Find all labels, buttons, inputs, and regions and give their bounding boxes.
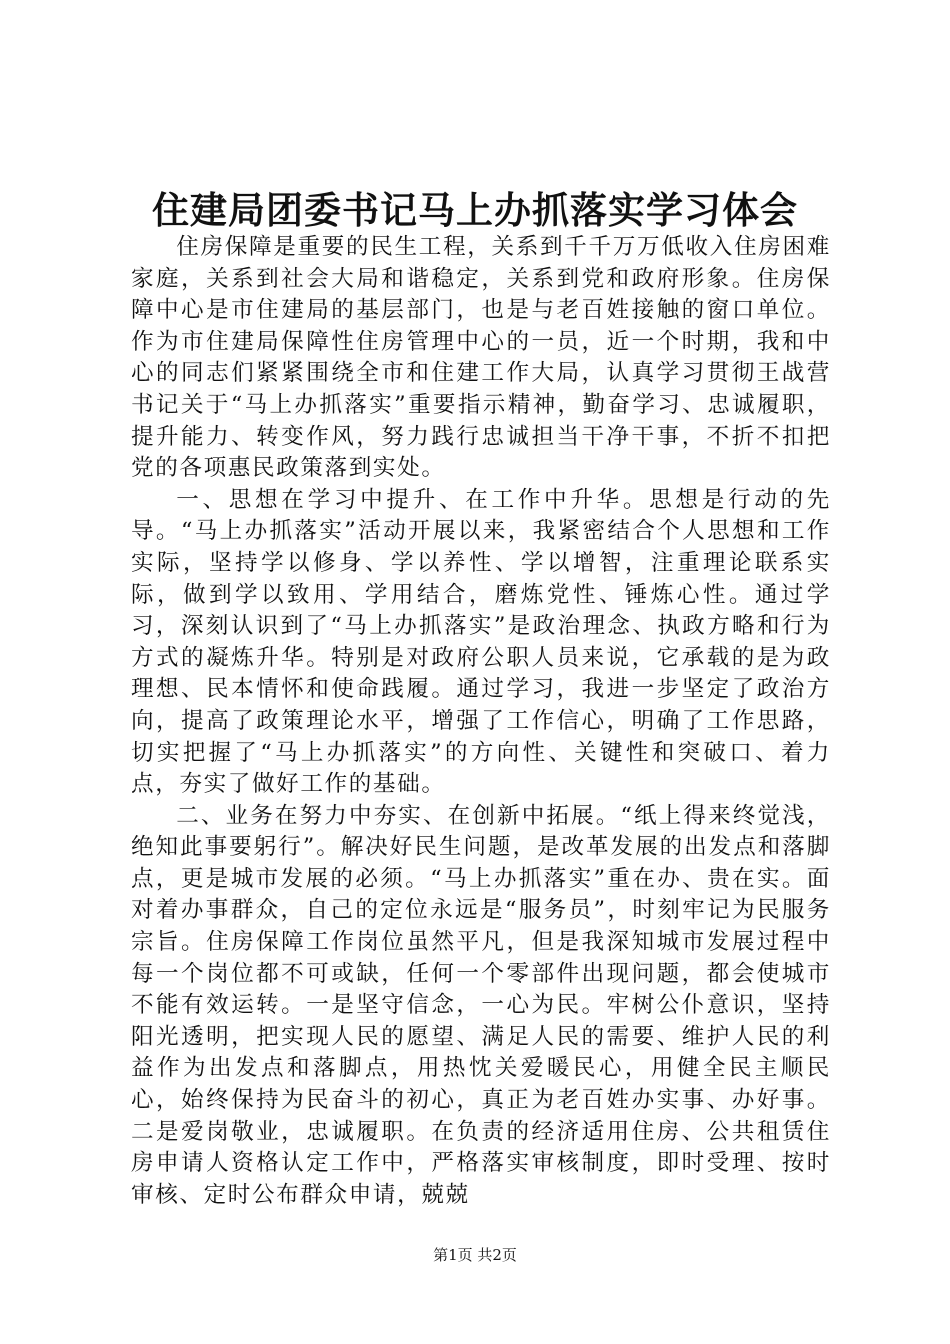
document-body <box>131 232 831 1211</box>
document-title: 住建局团委书记马上办抓落实学习体会 <box>152 188 798 232</box>
page-footer: 第1页 共2页 <box>433 1246 517 1264</box>
paragraph-intro: 住房保障是重要的民生工程，关系到千千万万低收入住房困难家庭，关系到社会大局和谐稳定，关系到党和政府形象。住房保障中心是市住建局的基层部门，也是与老百姓接触的窗口单位。作为市住建局保障性住房管理中心的一员，近一个时期，我和中心的同志们紧紧围绕全市和住建工作大局，认真学习贯彻王战营书记关于“马上办抓落实”重要指示精神，勤奋学习、忠诚履职，提升能力、转变作风，努力践行忠诚担当干净干事，不折不扣把党的各项惠民政策落到实处。 <box>131 234 831 482</box>
paragraph-section-2: 二、业务在努力中夯实、在创新中拓展。“纸上得来终觉浅，绝知此事要躬行”。解决好民生问题，是改革发展的出发点和落脚点，更是城市发展的必须。“马上办抓落实”重在办、贵在实。面对着办事群众，自己的定位永远是“服务员”，时刻牢记为民服务宗旨。住房保障工作岗位虽然平凡，但是我深知城市发展过程中每一个岗位都不可或缺，任何一个零部件出现问题，都会使城市不能有效运转。一是坚守信念，一心为民。牢树公仆意识，坚持阳光透明，把实现人民的愿望、满足人民的需要、维护人民的利益作为出发点和落脚点，用热忱关爱暖民心，用健全民主顺民心，始终保持为民奋斗的初心，真正为老百姓办实事、办好事。二是爱岗敬业，忠诚履职。在负责的经济适用住房、公共租赁住房申请人资格认定工作中，严格落实审核制度，即时受理、按时审核、定时公布群众申请，兢兢 <box>131 802 831 1208</box>
paragraph-section-1: 一、思想在学习中提升、在工作中升华。思想是行动的先导。“马上办抓落实”活动开展以来，我紧密结合个人思想和工作实际，坚持学以修身、学以养性、学以增智，注重理论联系实际，做到学以致用、学用结合，磨炼党性、锤炼心性。通过学习，深刻认识到了“马上办抓落实”是政治理念、执政方略和行为方式的凝炼升华。特别是对政府公职人员来说，它承载的是为政理想、民本情怀和使命践履。通过学习，我进一步坚定了政治方向，提高了政策理论水平，增强了工作信心，明确了工作思路，切实把握了“马上办抓落实”的方向性、关键性和突破口、着力点，夯实了做好工作的基础。 <box>131 486 831 798</box>
